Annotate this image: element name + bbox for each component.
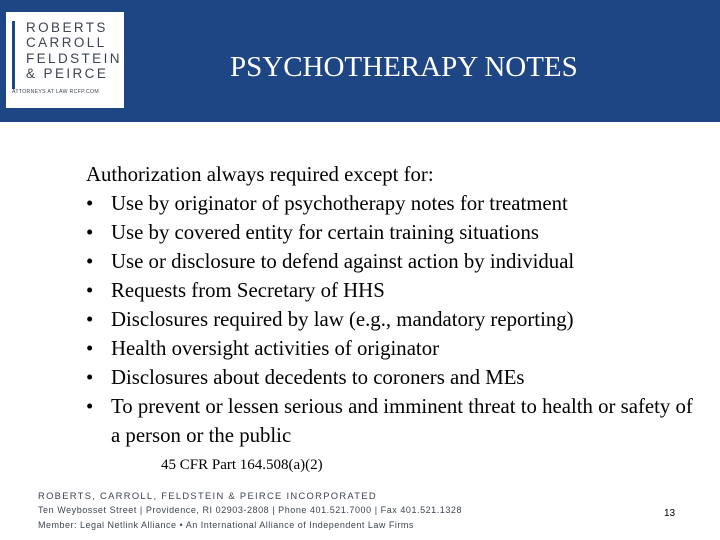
exceptions-list [86,189,696,450]
bullet-marker: • [86,337,94,360]
bullet-marker: • [86,366,94,389]
list-item [86,334,696,363]
bullet-marker: • [86,395,94,418]
header-band [0,0,720,122]
bullet-marker: • [86,221,94,244]
logo-line-peirce: & PEIRCE [26,66,109,82]
list-item [86,363,696,392]
logo-line-feldstein: FELDSTEIN [26,50,122,66]
bullet-marker: • [86,250,94,273]
list-item [86,276,696,305]
footer-address: Ten Weybosset Street | Providence, RI 02903-2808 | Phone 401.521.7000 | Fax 401.521.1328 [38,505,463,515]
bullet-text: Use by originator of psychotherapy notes for treatment [111,192,568,215]
list-item [86,392,696,450]
logo-line-carroll: CARROLL [26,35,107,51]
bullet-text: To prevent or lessen serious and imminent threat to health or safety of a person or the public [111,395,693,447]
footer-membership: Member: Legal Netlink Alliance • An International Alliance of Independent Law Firms [38,520,414,530]
intro-text: Authorization always required except for: [86,163,434,186]
list-item [86,218,696,247]
bullet-text: Requests from Secretary of HHS [111,279,385,302]
list-item [86,305,696,334]
slide-content [86,160,696,450]
bullet-marker: • [86,308,94,331]
bullet-marker: • [86,279,94,302]
bullet-text: Use by covered entity for certain training situations [111,221,539,244]
page-number: 13 [664,508,676,519]
slide-title: PSYCHOTHERAPY NOTES [230,51,578,83]
list-item [86,247,696,276]
bullet-marker: • [86,192,94,215]
bullet-text: Disclosures about decedents to coroners and MEs [111,366,525,389]
logo-line-roberts: ROBERTS [26,20,108,35]
bullet-text: Use or disclosure to defend against action by individual [111,250,575,273]
bullet-text: Disclosures required by law (e.g., mandatory reporting) [111,308,574,331]
list-item [86,189,696,218]
logo-tagline: ATTORNEYS AT LAW RCFP.COM [12,88,99,95]
bullet-text: Health oversight activities of originator [111,337,440,360]
firm-logo [6,12,124,108]
footer-firm-name: ROBERTS, CARROLL, FELDSTEIN & PEIRCE INCORPORATED [38,490,377,501]
logo-accent-bar [12,21,15,89]
regulation-citation: 45 CFR Part 164.508(a)(2) [161,457,323,473]
